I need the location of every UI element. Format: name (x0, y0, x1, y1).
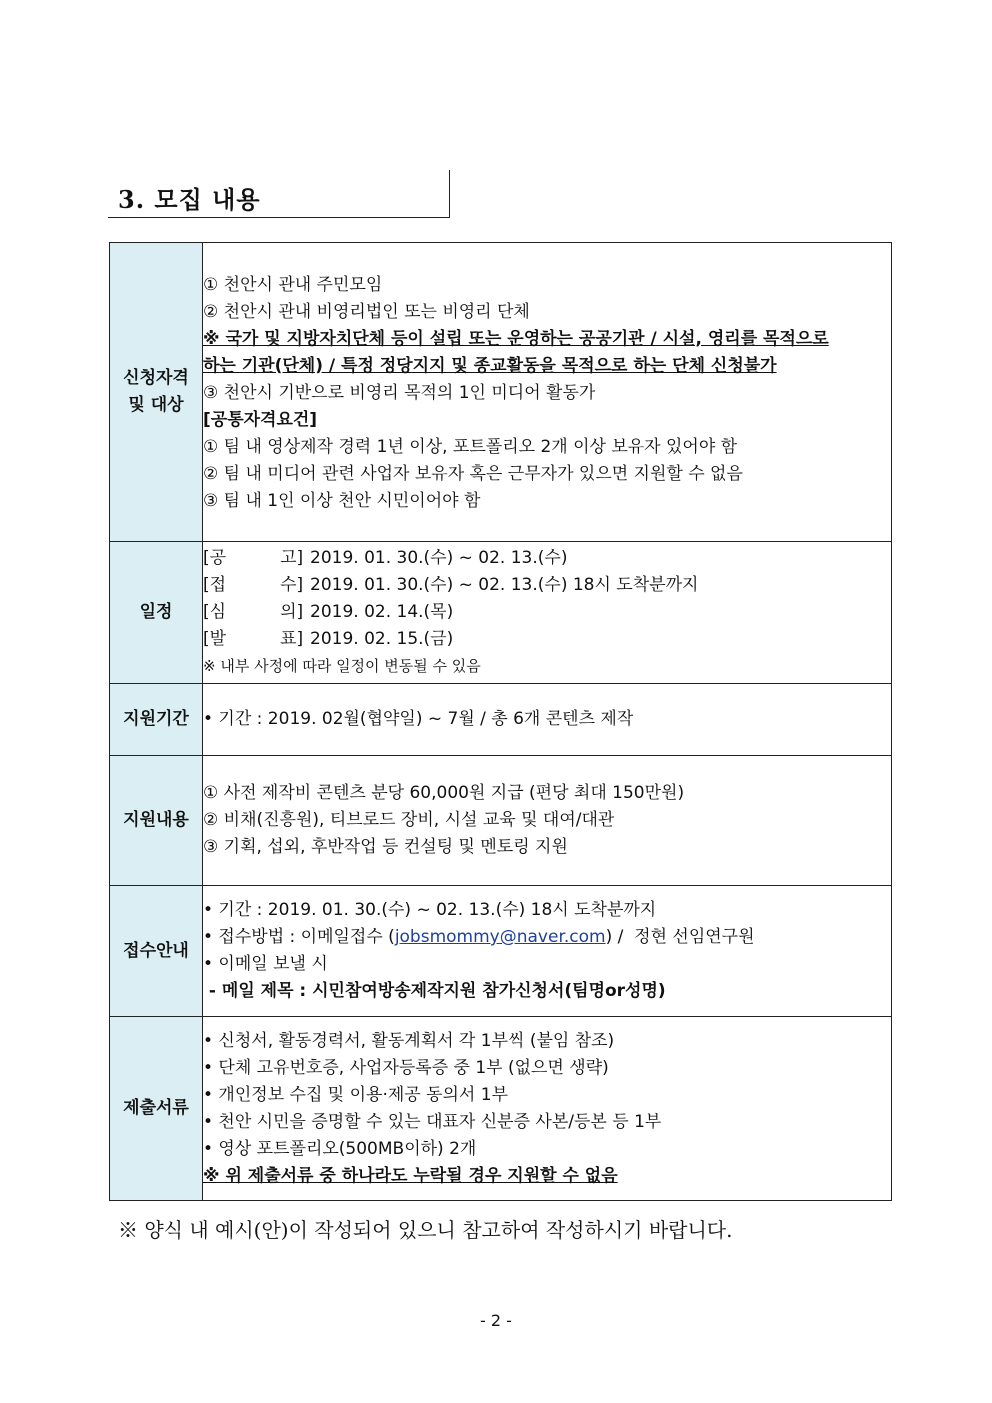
label-period: 지원기간 (110, 684, 203, 756)
eligibility-line: ③ 팀 내 1인 이상 천안 시민이어야 함 (203, 490, 481, 511)
label-schedule: 일정 (110, 542, 203, 684)
label-support: 지원내용 (110, 756, 203, 886)
schedule-tag: [공 고] (203, 548, 304, 568)
common-requirements-heading: [공통자격요건] (203, 409, 318, 430)
schedule-item (203, 572, 891, 599)
section-title-box (108, 170, 450, 218)
label-eligibility (110, 243, 203, 542)
row-support (110, 756, 892, 886)
schedule-tag: [접 수] (203, 575, 304, 595)
page-number: - 2 - (480, 1311, 512, 1330)
eligibility-exclusion-line: 하는 기관(단체) / 특정 정당지지 및 종교활동을 목적으로 하는 단체 신청불가 (203, 355, 777, 376)
label-documents: 제출서류 (110, 1017, 203, 1201)
content-period (203, 684, 892, 756)
row-reception (110, 886, 892, 1017)
footer-note: ※ 양식 내 예시(안)이 작성되어 있으니 참고하여 작성하시기 바랍니다. (118, 1218, 733, 1242)
reception-email-line: • 이메일 보낼 시 (203, 954, 328, 974)
document-item: • 천안 시민을 증명할 수 있는 대표자 신분증 사본/등본 등 1부 (203, 1111, 662, 1132)
reception-method (203, 924, 891, 951)
row-period (110, 684, 892, 756)
content-schedule (203, 542, 892, 684)
document-item: • 영상 포트폴리오(500MB이하) 2개 (203, 1138, 477, 1159)
documents-warning: ※ 위 제출서류 중 하나라도 누락될 경우 지원할 수 없음 (203, 1165, 618, 1186)
content-reception (203, 886, 892, 1017)
reception-method-suffix: ) / 정현 선임연구원 (605, 927, 755, 947)
document-item: • 신청서, 활동경력서, 활동계획서 각 1부씩 (붙임 참조) (203, 1030, 615, 1051)
schedule-item (203, 599, 891, 626)
eligibility-line: ③ 천안시 기반으로 비영리 목적의 1인 미디어 활동가 (203, 382, 596, 403)
schedule-item (203, 626, 891, 653)
recruitment-table (109, 242, 892, 1201)
schedule-value: 2019. 01. 30.(수) ~ 02. 13.(수) (310, 548, 568, 568)
schedule-item (203, 545, 891, 572)
label-reception: 접수안내 (110, 886, 203, 1017)
document-item: • 개인정보 수집 및 이용·제공 동의서 1부 (203, 1084, 508, 1105)
reception-period: • 기간 : 2019. 01. 30.(수) ~ 02. 13.(수) 18시 도착분까지 (203, 900, 657, 920)
eligibility-line: ① 팀 내 영상제작 경력 1년 이상, 포트폴리오 2개 이상 보유자 있어야 함 (203, 436, 738, 457)
content-documents (203, 1017, 892, 1201)
label-eligibility-line1: 신청자격 (123, 368, 189, 388)
reception-method-prefix: • 접수방법 : 이메일접수 ( (203, 927, 395, 947)
email-link[interactable]: jobsmommy@naver.com (394, 927, 606, 947)
support-line: ① 사전 제작비 콘텐츠 분당 60,000원 지급 (편당 최대 150만원) (203, 783, 685, 803)
schedule-tag: [발 표] (203, 629, 304, 649)
schedule-value: 2019. 02. 15.(금) (310, 629, 454, 649)
schedule-value: 2019. 02. 14.(목) (310, 602, 454, 622)
eligibility-line: ① 천안시 관내 주민모임 (203, 274, 383, 295)
period-text: • 기간 : 2019. 02월(협약일) ~ 7월 / 총 6개 콘텐츠 제작 (203, 709, 634, 729)
support-line: ② 비채(진흥원), 티브로드 장비, 시설 교육 및 대여/대관 (203, 810, 615, 830)
support-line: ③ 기획, 섭외, 후반작업 등 컨설팅 및 멘토링 지원 (203, 837, 568, 857)
schedule-tag: [심 의] (203, 602, 304, 622)
content-eligibility (203, 243, 892, 542)
row-eligibility (110, 243, 892, 542)
schedule-value: 2019. 01. 30.(수) ~ 02. 13.(수) 18시 도착분까지 (310, 575, 699, 595)
row-schedule (110, 542, 892, 684)
eligibility-line: ② 팀 내 미디어 관련 사업자 보유자 혹은 근무자가 있으면 지원할 수 없음 (203, 463, 743, 484)
eligibility-exclusion-line: ※ 국가 및 지방자치단체 등이 설립 또는 운영하는 공공기관 / 시설, 영리를 목적으로 (203, 328, 829, 349)
reception-subject-line: - 메일 제목 : 시민참여방송제작지원 참가신청서(팀명or성명) (203, 981, 666, 1001)
content-support (203, 756, 892, 886)
document-item: • 단체 고유번호증, 사업자등록증 중 1부 (없으면 생략) (203, 1057, 609, 1078)
row-documents (110, 1017, 892, 1201)
section-title: 3. 모집 내용 (118, 185, 261, 214)
eligibility-line: ② 천안시 관내 비영리법인 또는 비영리 단체 (203, 301, 530, 322)
schedule-note: ※ 내부 사정에 따라 일정이 변동될 수 있음 (203, 657, 481, 675)
label-eligibility-line2: 및 대상 (128, 395, 184, 415)
